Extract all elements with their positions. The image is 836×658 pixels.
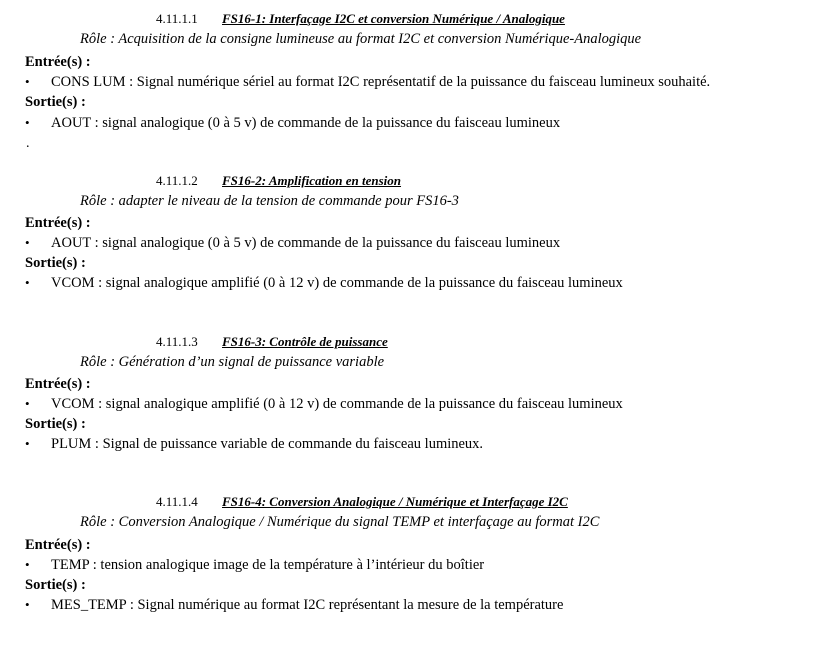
output-item xyxy=(25,113,560,133)
section-title: FS16-2: Amplification en tension xyxy=(222,173,402,188)
bullet-icon: • xyxy=(25,436,30,451)
section-role: Rôle : Conversion Analogique / Numérique du signal TEMP et interfaçage au format I2C xyxy=(80,514,600,530)
section-title: FS16-3: Contrôle de puissance xyxy=(222,334,388,349)
bullet-icon: • xyxy=(25,275,30,290)
bullet-icon: • xyxy=(25,597,30,612)
input-item xyxy=(25,233,560,253)
outputs-label: Sortie(s) : xyxy=(25,255,86,271)
section-heading xyxy=(156,332,388,352)
bullet-icon: • xyxy=(25,235,30,250)
outputs-label: Sortie(s) : xyxy=(25,416,86,432)
input-text: CONS LUM : Signal numérique sériel au format I2C représentatif de la puissance du faisceau lumineux souhaité. xyxy=(51,74,711,90)
input-text: VCOM : signal analogique amplifié (0 à 12 v) de commande de la puissance du faisceau lumineux xyxy=(51,396,623,412)
outputs-label: Sortie(s) : xyxy=(25,577,86,593)
section-title: FS16-1: Interfaçage I2C et conversion Numérique / Analogique xyxy=(222,11,565,26)
section-title: FS16-4: Conversion Analogique / Numérique et Interfaçage I2C xyxy=(222,494,568,509)
output-text: AOUT : signal analogique (0 à 5 v) de commande de la puissance du faisceau lumineux xyxy=(51,115,561,131)
section-number: 4.11.1.4 xyxy=(156,494,198,509)
input-item xyxy=(25,555,484,575)
input-item xyxy=(25,72,710,92)
inputs-label: Entrée(s) : xyxy=(25,537,91,553)
section-number: 4.11.1.3 xyxy=(156,334,198,349)
bullet-icon: • xyxy=(25,557,30,572)
section-number: 4.11.1.2 xyxy=(156,173,198,188)
output-text: MES_TEMP : Signal numérique au format I2C représentant la mesure de la température xyxy=(51,597,564,613)
stray-period: . xyxy=(26,136,30,151)
section-heading xyxy=(156,171,401,191)
section-heading xyxy=(156,9,565,29)
output-text: PLUM : Signal de puissance variable de commande du faisceau lumineux. xyxy=(51,436,484,452)
input-item xyxy=(25,394,623,414)
output-item xyxy=(25,434,483,454)
input-text: AOUT : signal analogique (0 à 5 v) de commande de la puissance du faisceau lumineux xyxy=(51,235,561,251)
section-number: 4.11.1.1 xyxy=(156,11,198,26)
bullet-icon: • xyxy=(25,74,30,89)
bullet-icon: • xyxy=(25,115,30,130)
inputs-label: Entrée(s) : xyxy=(25,54,91,70)
output-item xyxy=(25,595,563,615)
section-role: Rôle : adapter le niveau de la tension de commande pour FS16-3 xyxy=(80,193,459,209)
inputs-label: Entrée(s) : xyxy=(25,215,91,231)
section-role: Rôle : Génération d’un signal de puissance variable xyxy=(80,354,385,370)
output-text: VCOM : signal analogique amplifié (0 à 12 v) de commande de la puissance du faisceau lumineux xyxy=(51,275,623,291)
section-role: Rôle : Acquisition de la consigne lumineuse au format I2C et conversion Numérique-Analogique xyxy=(80,31,642,47)
bullet-icon: • xyxy=(25,396,30,411)
inputs-label: Entrée(s) : xyxy=(25,376,91,392)
section-heading xyxy=(156,492,568,512)
input-text: TEMP : tension analogique image de la température à l’intérieur du boîtier xyxy=(51,557,485,573)
output-item xyxy=(25,273,623,293)
outputs-label: Sortie(s) : xyxy=(25,94,86,110)
